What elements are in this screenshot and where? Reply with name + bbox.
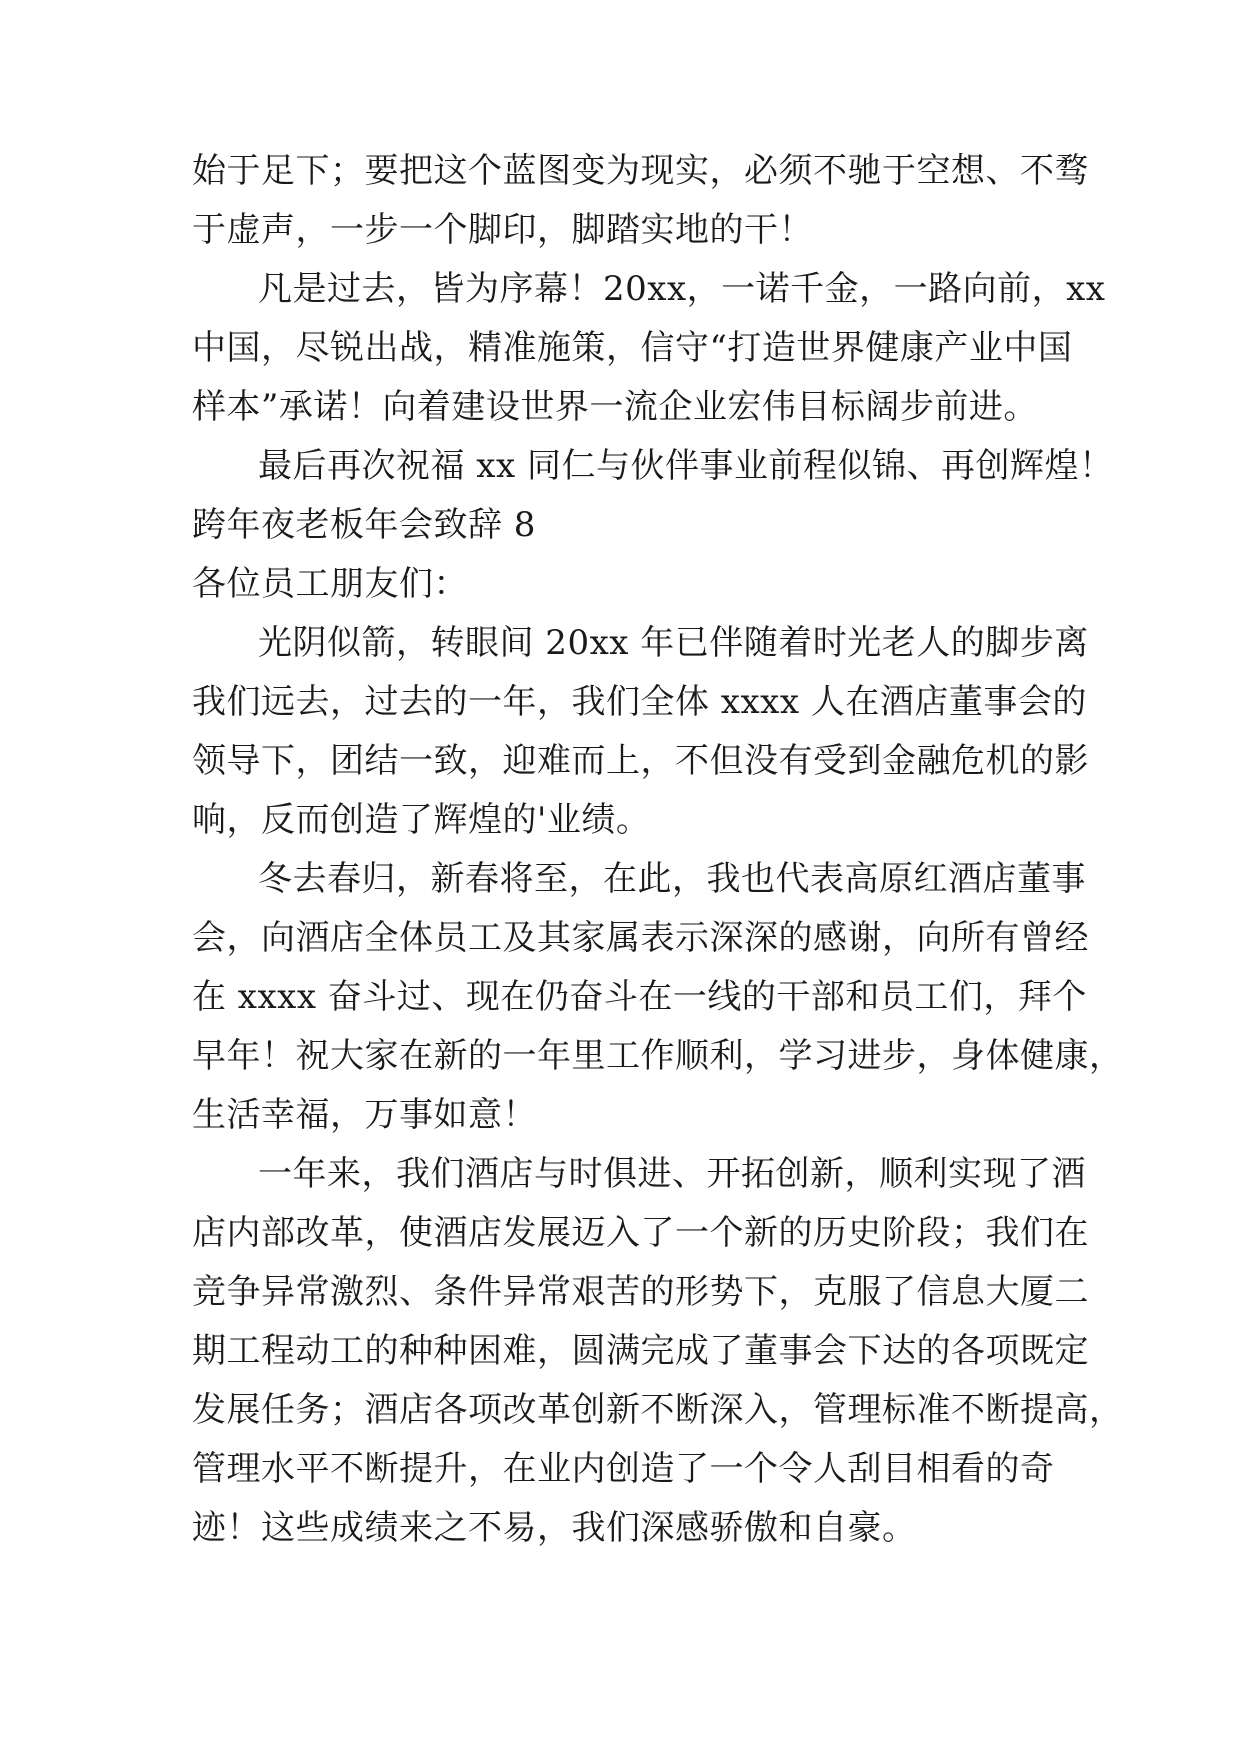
text-line: 期工程动工的种种困难，圆满完成了董事会下达的各项既定 <box>192 1331 1089 1371</box>
text-line: 管理水平不断提升，在业内创造了一个令人刮目相看的奇 <box>192 1449 1055 1489</box>
text-line: 竞争异常激烈、条件异常艰苦的形势下，克服了信息大厦二 <box>192 1272 1089 1312</box>
text-line: 迹！这些成绩来之不易，我们深感骄傲和自豪。 <box>192 1508 917 1548</box>
section-heading: 跨年夜老板年会致辞 8 <box>192 505 536 545</box>
document-page <box>192 142 1124 1558</box>
text-line: 中国，尽锐出战，精准施策，信守“打造世界健康产业中国 <box>192 328 1073 368</box>
text-line: 生活幸福，万事如意！ <box>192 1095 537 1135</box>
paragraph-first-line: 一年来，我们酒店与时俱进、开拓创新，顺利实现了酒 <box>258 1154 1086 1194</box>
text-line: 发展任务；酒店各项改革创新不断深入，管理标准不断提高， <box>192 1390 1124 1430</box>
paragraph-first-line: 冬去春归，新春将至，在此，我也代表高原红酒店董事 <box>258 859 1086 899</box>
text-line: 响，反而创造了辉煌的'业绩。 <box>192 800 651 840</box>
text-line: 早年！祝大家在新的一年里工作顺利，学习进步，身体健康， <box>192 1036 1124 1076</box>
text-line: 始于足下；要把这个蓝图变为现实，必须不驰于空想、不骛 <box>192 151 1089 191</box>
text-line: 于虚声，一步一个脚印，脚踏实地的干！ <box>192 210 813 250</box>
text-line: 样本”承诺！向着建设世界一流企业宏伟目标阔步前进。 <box>192 387 1038 427</box>
text-line: 领导下，团结一致，迎难而上，不但没有受到金融危机的影 <box>192 741 1089 781</box>
paragraph-first-line: 凡是过去，皆为序幕！20xx，一诺千金，一路向前，xx <box>258 269 1106 309</box>
text-line: 在 xxxx 奋斗过、现在仍奋斗在一线的干部和员工们，拜个 <box>192 977 1087 1017</box>
text-line: 会，向酒店全体员工及其家属表示深深的感谢，向所有曾经 <box>192 918 1089 958</box>
paragraph-first-line: 光阴似箭，转眼间 20xx 年已伴随着时光老人的脚步离 <box>258 623 1089 663</box>
text-line: 我们远去，过去的一年，我们全体 xxxx 人在酒店董事会的 <box>192 682 1087 722</box>
text-line: 店内部改革，使酒店发展迈入了一个新的历史阶段；我们在 <box>192 1213 1089 1253</box>
salutation: 各位员工朋友们： <box>192 564 468 604</box>
paragraph-first-line: 最后再次祝福 xx 同仁与伙伴事业前程似锦、再创辉煌！ <box>258 446 1114 486</box>
